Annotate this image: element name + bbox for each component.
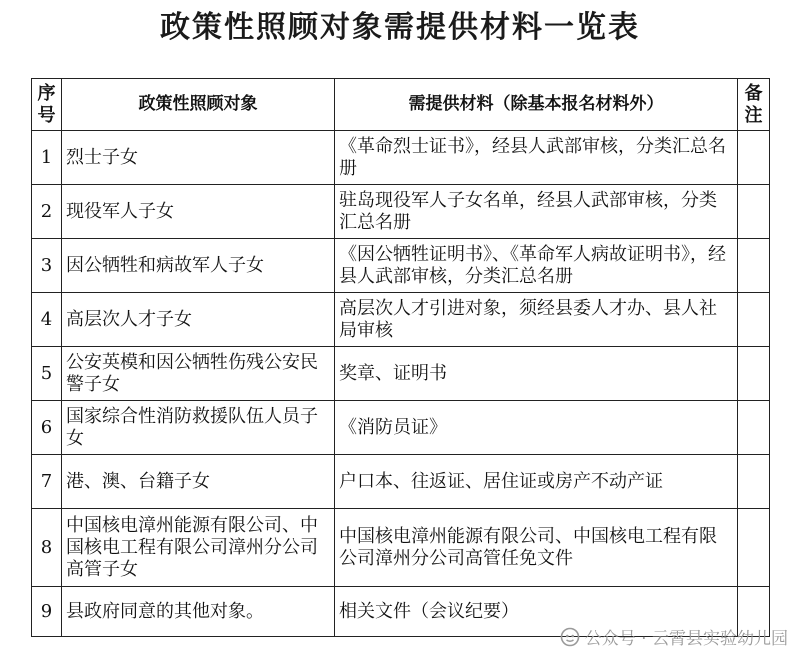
table-row — [32, 401, 770, 455]
row-number: 4 — [32, 293, 62, 347]
row-number: 7 — [32, 455, 62, 509]
row-note — [738, 401, 770, 455]
row-number: 3 — [32, 239, 62, 293]
row-note — [738, 239, 770, 293]
page-title: 政策性照顾对象需提供材料一览表 — [160, 10, 640, 45]
row-materials: 中国核电漳州能源有限公司、中国核电工程有限公司漳州分公司高管任免文件 — [335, 509, 738, 587]
row-materials: 奖章、证明书 — [335, 347, 738, 401]
row-materials: 《因公牺牲证明书》、《革命军人病故证明书》，经县人武部审核，分类汇总名册 — [335, 239, 738, 293]
row-number: 6 — [32, 401, 62, 455]
table-row — [32, 239, 770, 293]
row-number: 2 — [32, 185, 62, 239]
row-target: 县政府同意的其他对象。 — [62, 587, 335, 637]
row-target: 港、澳、台籍子女 — [62, 455, 335, 509]
row-materials: 《革命烈士证书》，经县人武部审核，分类汇总名册 — [335, 131, 738, 185]
table-row — [32, 455, 770, 509]
table-row — [32, 347, 770, 401]
row-target: 高层次人才子女 — [62, 293, 335, 347]
watermark-text: 公众号 · 云霄县实验幼儿园 — [584, 629, 788, 649]
watermark — [560, 624, 788, 649]
table-header-row — [32, 79, 770, 131]
row-materials: 高层次人才引进对象，须经县委人才办、县人社局审核 — [335, 293, 738, 347]
row-note — [738, 509, 770, 587]
materials-table — [31, 78, 770, 637]
row-number: 1 — [32, 131, 62, 185]
row-materials: 户口本、往返证、居住证或房产不动产证 — [335, 455, 738, 509]
row-target: 现役军人子女 — [62, 185, 335, 239]
row-target: 因公牺牲和病故军人子女 — [62, 239, 335, 293]
row-materials: 驻岛现役军人子女名单，经县人武部审核，分类汇总名册 — [335, 185, 738, 239]
row-note — [738, 293, 770, 347]
row-note — [738, 185, 770, 239]
row-target: 烈士子女 — [62, 131, 335, 185]
table-row — [32, 509, 770, 587]
row-target: 公安英模和因公牺牲伤残公安民警子女 — [62, 347, 335, 401]
row-materials: 《消防员证》 — [335, 401, 738, 455]
row-number: 8 — [32, 509, 62, 587]
header-no: 序号 — [32, 79, 62, 131]
row-note — [738, 347, 770, 401]
row-target: 中国核电漳州能源有限公司、中国核电工程有限公司漳州分公司高管子女 — [62, 509, 335, 587]
wechat-official-account-icon — [560, 627, 580, 647]
row-number: 9 — [32, 587, 62, 637]
table-row — [32, 185, 770, 239]
header-note: 备注 — [738, 79, 770, 131]
row-note — [738, 131, 770, 185]
row-materials: 相关文件（会议纪要） — [335, 587, 738, 637]
header-materials: 需提供材料（除基本报名材料外） — [335, 79, 738, 131]
table-row — [32, 131, 770, 185]
table-row — [32, 293, 770, 347]
row-note — [738, 455, 770, 509]
header-target: 政策性照顾对象 — [62, 79, 335, 131]
row-number: 5 — [32, 347, 62, 401]
row-target: 国家综合性消防救援队伍人员子女 — [62, 401, 335, 455]
